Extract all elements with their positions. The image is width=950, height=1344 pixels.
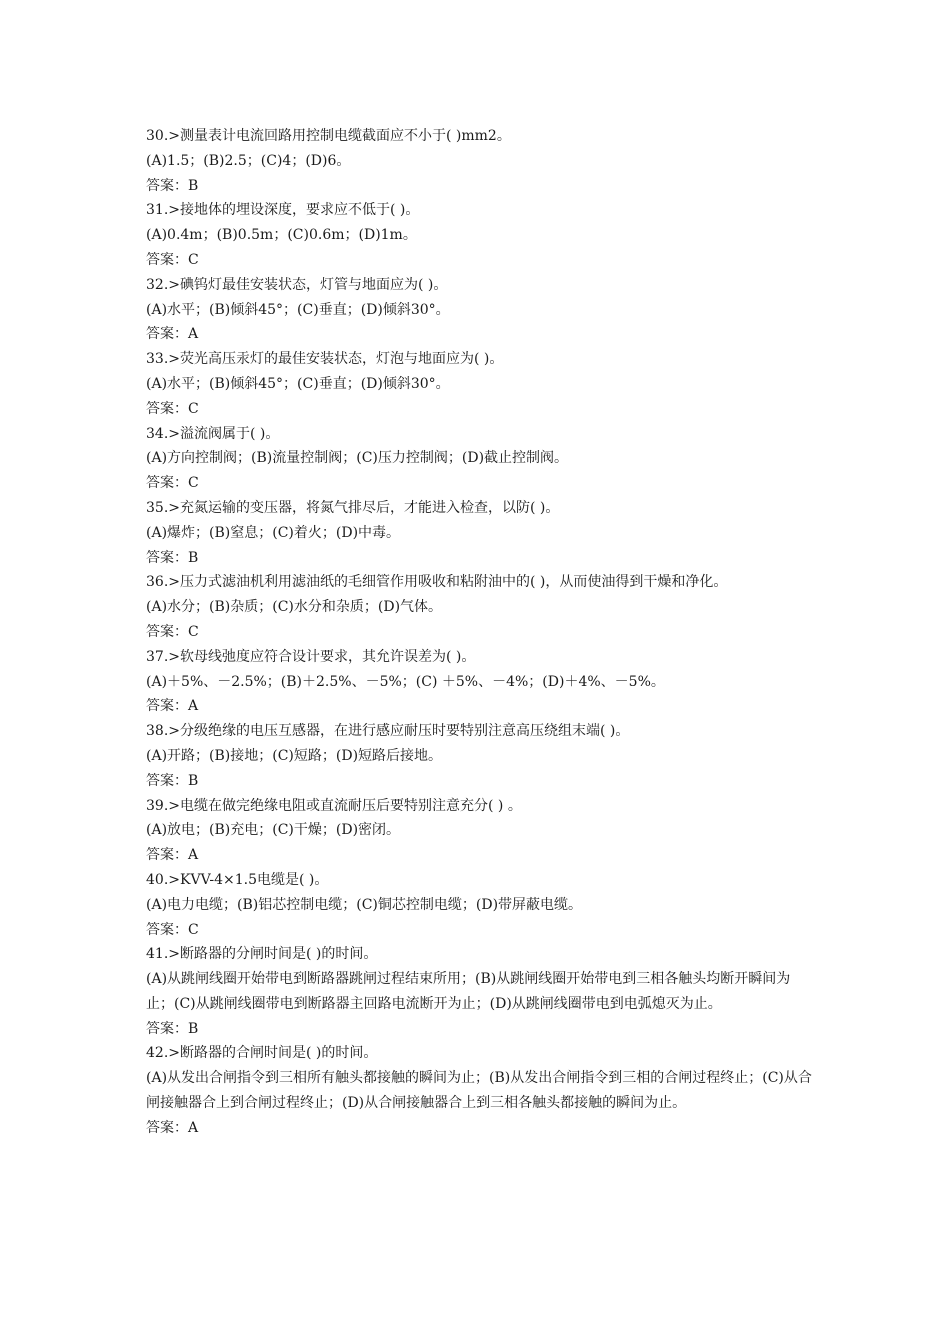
question-answer: 答案：C bbox=[146, 475, 199, 492]
question-answer: 答案：C bbox=[146, 400, 199, 417]
question-text: 37.>软母线弛度应符合设计要求，其允许误差为( )。 bbox=[146, 648, 476, 665]
question-text: 39.>电缆在做完绝缘电阻或直流耐压后要特别注意充分( ) 。 bbox=[146, 797, 522, 814]
question-block bbox=[146, 273, 812, 347]
question-block bbox=[146, 794, 812, 868]
question-options: (A)开路；(B)接地；(C)短路；(D)短路后接地。 bbox=[146, 747, 443, 764]
question-answer: 答案：A bbox=[146, 847, 199, 864]
question-answer: 答案：A bbox=[146, 1119, 199, 1136]
question-answer: 答案：A bbox=[146, 326, 199, 343]
question-block bbox=[146, 347, 812, 421]
question-block bbox=[146, 719, 812, 793]
question-text: 42.>断路器的合闸时间是( )的时间。 bbox=[146, 1045, 378, 1062]
question-answer: 答案：A bbox=[146, 698, 199, 715]
question-answer: 答案：B bbox=[146, 1020, 199, 1037]
question-block bbox=[146, 645, 812, 719]
question-text: 36.>压力式滤油机利用滤油纸的毛细管作用吸收和粘附油中的( )，从而使油得到干燥和净化。 bbox=[146, 574, 728, 591]
question-text: 40.>KVV-4×1.5电缆是( )。 bbox=[146, 871, 329, 888]
question-options: (A)水平；(B)倾斜45°；(C)垂直；(D)倾斜30°。 bbox=[146, 301, 450, 318]
document-page bbox=[146, 124, 812, 1141]
question-text: 30.>测量表计电流回路用控制电缆截面应不小于( )mm2。 bbox=[146, 128, 511, 144]
question-text: 41.>断路器的分闸时间是( )的时间。 bbox=[146, 946, 378, 963]
question-block bbox=[146, 868, 812, 942]
question-block bbox=[146, 198, 812, 272]
question-text: 32.>碘钨灯最佳安装状态，灯管与地面应为( )。 bbox=[146, 276, 448, 293]
question-block bbox=[146, 1041, 812, 1140]
question-options: (A)方向控制阀；(B)流量控制阀；(C)压力控制阀；(D)截止控制阀。 bbox=[146, 450, 569, 467]
question-block bbox=[146, 496, 812, 570]
question-answer: 答案：B bbox=[146, 549, 199, 566]
question-options: (A)0.4m；(B)0.5m；(C)0.6m；(D)1m。 bbox=[146, 227, 417, 244]
question-answer: 答案：B bbox=[146, 177, 199, 194]
question-options: (A)放电；(B)充电；(C)干燥；(D)密闭。 bbox=[146, 822, 401, 839]
question-options: (A)电力电缆；(B)铝芯控制电缆；(C)铜芯控制电缆；(D)带屏蔽电缆。 bbox=[146, 896, 583, 913]
question-text: 33.>荧光高压汞灯的最佳安装状态，灯泡与地面应为( )。 bbox=[146, 351, 504, 368]
question-block bbox=[146, 942, 812, 1041]
question-text: 34.>溢流阀属于( )。 bbox=[146, 425, 280, 442]
question-options: (A)水分；(B)杂质；(C)水分和杂质；(D)气体。 bbox=[146, 599, 443, 616]
question-options: (A)从跳闸线圈开始带电到断路器跳闸过程结束所用；(B)从跳闸线圈开始带电到三相各触头均断开瞬间为止；(C)从跳闸线圈带电到断路器主回路电流断开为止；(D)从跳闸线圈带电到电弧熄灭为止。 bbox=[146, 971, 791, 1012]
question-answer: 答案：C bbox=[146, 251, 199, 268]
question-block bbox=[146, 422, 812, 496]
question-block bbox=[146, 570, 812, 644]
question-text: 38.>分级绝缘的电压互感器，在进行感应耐压时要特别注意高压绕组末端( )。 bbox=[146, 723, 630, 740]
question-answer: 答案：B bbox=[146, 772, 199, 789]
question-answer: 答案：C bbox=[146, 921, 199, 938]
question-block bbox=[146, 124, 812, 198]
question-options: (A)＋5%、－2.5%；(B)＋2.5%、－5%；(C) ＋5%、－4%；(D)＋4%、－5%。 bbox=[146, 673, 665, 690]
question-text: 35.>充氮运输的变压器，将氮气排尽后，才能进入检查，以防( )。 bbox=[146, 499, 560, 516]
question-answer: 答案：C bbox=[146, 623, 199, 640]
question-options: (A)爆炸；(B)窒息；(C)着火；(D)中毒。 bbox=[146, 524, 401, 541]
question-options: (A)1.5；(B)2.5；(C)4；(D)6。 bbox=[146, 152, 351, 169]
question-options: (A)从发出合闸指令到三相所有触头都接触的瞬间为止；(B)从发出合闸指令到三相的合闸过程终止；(C)从合闸接触器合上到合闸过程终止；(D)从合闸接触器合上到三相各触头都接触的瞬间为止。 bbox=[146, 1070, 812, 1112]
question-options: (A)水平；(B)倾斜45°；(C)垂直；(D)倾斜30°。 bbox=[146, 375, 450, 392]
question-text: 31.>接地体的埋设深度，要求应不低于( )。 bbox=[146, 202, 420, 219]
